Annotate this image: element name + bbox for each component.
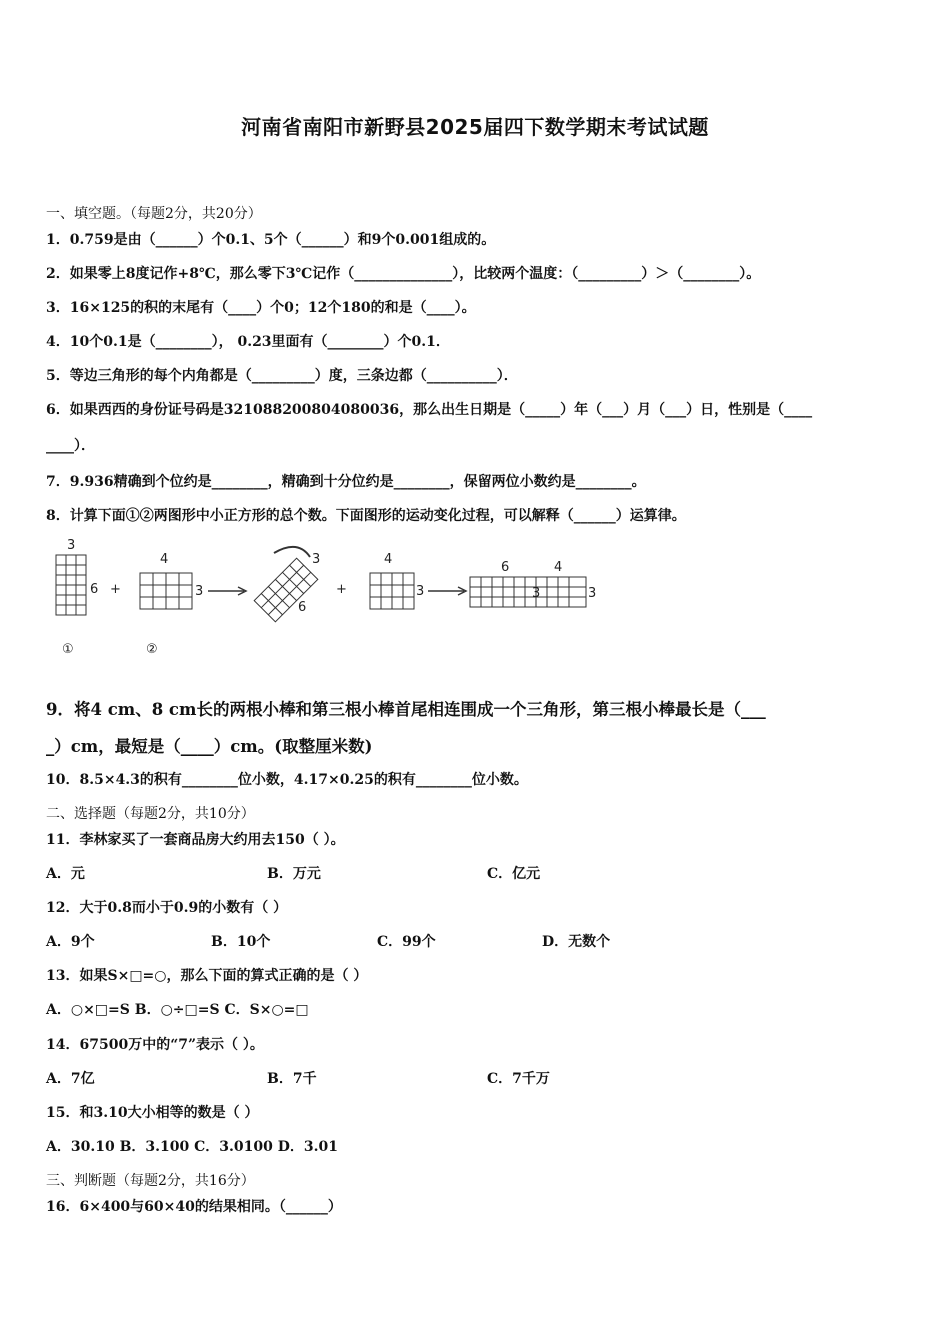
- question-7: 7．9.936精确到个位约是________，精确到十分位约是________，保留两位小数约是________。: [46, 474, 646, 490]
- fig-label-4c: 4: [554, 560, 563, 575]
- question-6: 6．如果西西的身份证号码是321088200804080036，那么出生日期是（_____）年（___）月（___）日，性别是（____: [46, 402, 813, 418]
- question-9-continued: _）cm，最短是（____）cm。(取整厘米数): [46, 737, 373, 756]
- fig-label-4b: 4: [384, 552, 393, 567]
- section-fill-blank: 一、填空题。（每题2分，共20分）: [46, 206, 262, 222]
- question-11: 11．李林家买了一套商品房大约用去150（ ）。: [46, 832, 345, 848]
- q11-option-b: B．万元: [267, 866, 321, 882]
- arrow-1: [208, 587, 246, 595]
- fig-label-3d: 3: [416, 584, 425, 599]
- fig-label-3f: 3: [588, 586, 597, 601]
- fig-label-6c: 6: [501, 560, 510, 575]
- question-13: 13．如果S×□=○，那么下面的算式正确的是（ ）: [46, 968, 368, 984]
- question-10: 10．8.5×4.3的积有________位小数，4.17×0.25的积有________位小数。: [46, 772, 528, 788]
- rotated-grid: [254, 558, 318, 622]
- question-2: 2．如果零上8度记作+8℃，那么零下3℃记作（______________），比较两个温度：（_________）＞（________）。: [46, 266, 761, 282]
- q14-option-b: B．7千: [267, 1071, 317, 1087]
- fig-label-6a: 6: [90, 582, 99, 597]
- question-9: 9．将4 cm、8 cm长的两根小棒和第三根小棒首尾相连围成一个三角形，第三根小棒最长是（___: [46, 700, 766, 719]
- fig-label-4a: 4: [160, 552, 169, 567]
- arrow-2: [428, 587, 466, 595]
- fig-label-3a: 3: [67, 538, 76, 553]
- q12-option-d: D．无数个: [542, 934, 611, 950]
- fig-label-6b: 6: [298, 600, 307, 615]
- q12-option-a: A．9个: [46, 934, 95, 950]
- question-4: 4．10个0.1是（________）， 0.23里面有（________）个0.1．: [46, 334, 450, 350]
- q14-option-a: A．7亿: [46, 1071, 95, 1087]
- fig-label-3b: 3: [195, 584, 204, 599]
- question-16: 16．6×400与60×40的结果相同。（______）: [46, 1199, 342, 1215]
- question-3: 3．16×125的积的末尾有（____）个0；12个180的和是（____）。: [46, 300, 476, 316]
- question-12: 12．大于0.8而小于0.9的小数有（ ）: [46, 900, 288, 916]
- q11-option-c: C．亿元: [487, 866, 541, 882]
- question-5: 5．等边三角形的每个内角都是（_________）度，三条边都（__________）．: [46, 368, 518, 384]
- fig-label-3c: 3: [312, 552, 321, 567]
- question-8: 8．计算下面①②两图形中小正方形的总个数。下面图形的运动变化过程，可以解释（______）运算律。: [46, 508, 686, 524]
- rotation-arrow-icon: [274, 547, 310, 557]
- fig-plus-1: +: [110, 582, 121, 597]
- q12-option-b: B．10个: [211, 934, 271, 950]
- page-title: 河南省南阳市新野县2025届四下数学期末考试试题: [241, 115, 709, 139]
- fig-label-3e: 3: [532, 586, 541, 601]
- q14-option-c: C．7千万: [487, 1071, 550, 1087]
- figure-2-grid: [140, 573, 192, 609]
- fig-label-circle-2: ②: [146, 642, 158, 657]
- section-judgement: 三、判断题（每题2分，共16分）: [46, 1173, 255, 1189]
- fig-label-circle-1: ①: [62, 642, 74, 657]
- section-choice: 二、选择题（每题2分，共10分）: [46, 806, 255, 822]
- q11-option-a: A．元: [46, 866, 85, 882]
- fig-plus-2: +: [336, 582, 347, 597]
- q13-options: A．○×□=S B．○÷□=S C．S×○=□: [46, 1002, 309, 1018]
- question-14: 14．67500万中的“7”表示（ ）。: [46, 1037, 264, 1053]
- question-1: 1．0.759是由（______）个0.1、5个（______）和9个0.001组成的。: [46, 232, 496, 248]
- figure-3-grid: [370, 573, 414, 609]
- figure-1-grid: [56, 555, 86, 615]
- combined-grid: [470, 577, 586, 607]
- q12-option-c: C．99个: [377, 934, 436, 950]
- question-6-continued: ____）．: [46, 438, 95, 454]
- grid-rotation-diagram: [48, 535, 608, 665]
- question-15: 15．和3.10大小相等的数是（ ）: [46, 1105, 259, 1121]
- q15-options: A．30.10 B．3.100 C．3.0100 D．3.01: [46, 1139, 338, 1155]
- question-8-figure: [48, 535, 608, 665]
